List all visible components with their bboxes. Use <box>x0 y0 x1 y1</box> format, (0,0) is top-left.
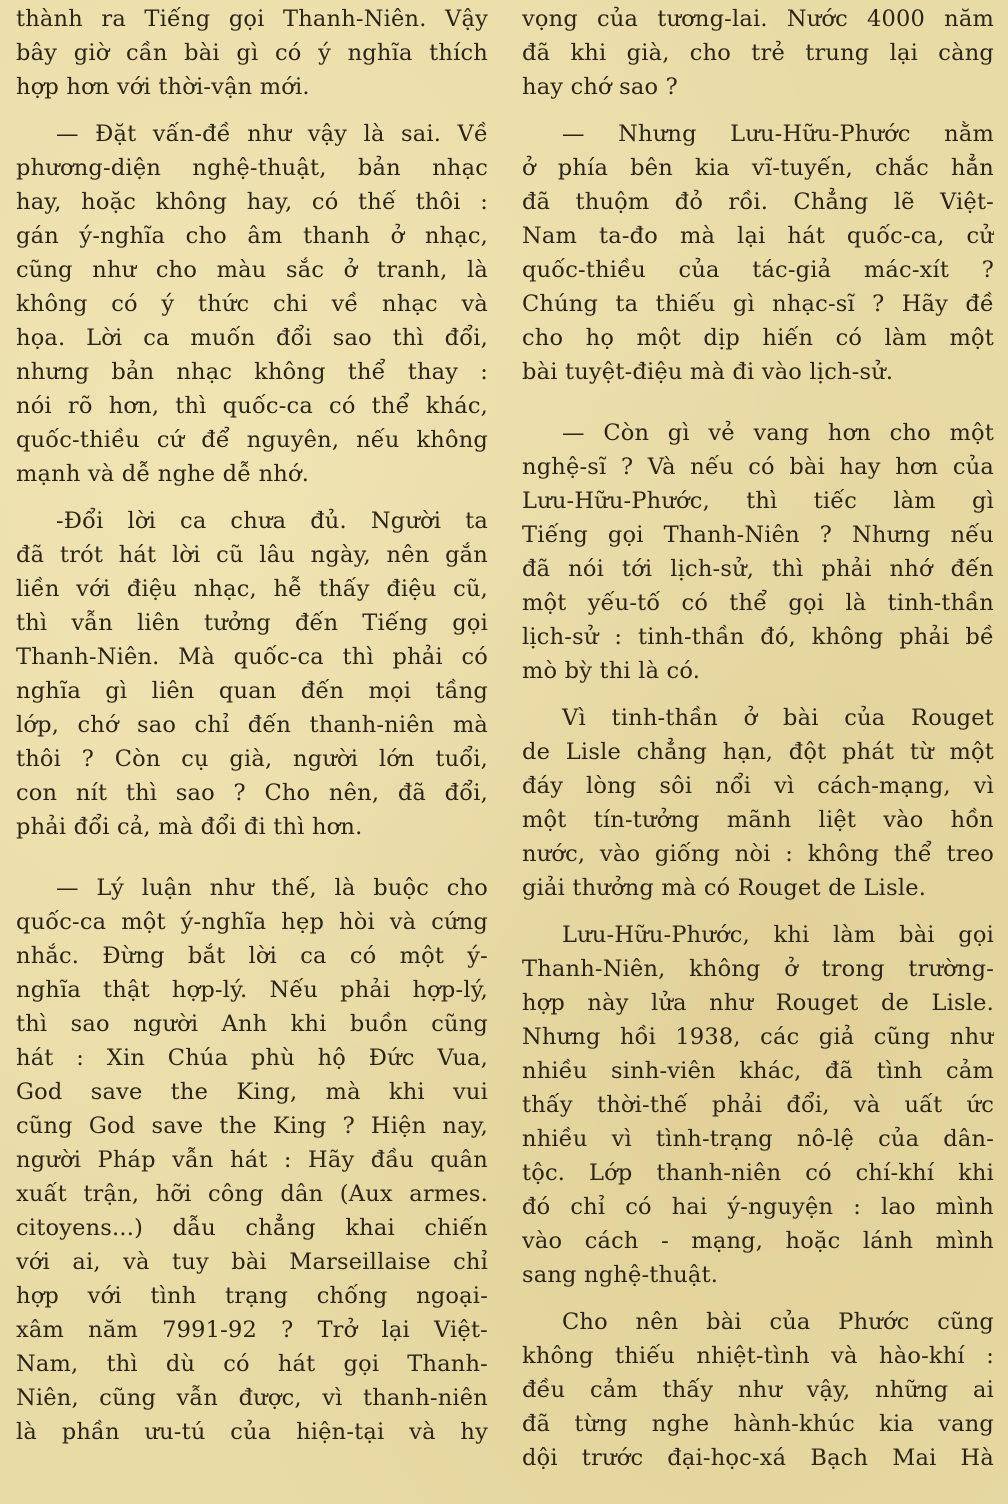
right-paragraph-4 <box>522 701 994 905</box>
text-line: xuất trận, hỡi công dân (Aux armes. <box>16 1181 488 1207</box>
text-line: người Pháp vẫn hát : Hãy đầu quân <box>16 1147 488 1173</box>
text-line: vào cách - mạng, hoặc lánh mình <box>522 1228 994 1254</box>
text-line: thấy thời-thế phải đổi, và uất ức <box>522 1092 994 1118</box>
right-paragraph-5 <box>522 918 994 1292</box>
text-line: cho họ một dịp hiến có làm một <box>522 325 994 351</box>
text-line: Cho nên bài của Phước cũng <box>562 1309 994 1335</box>
text-line: cũng như cho màu sắc ở tranh, là <box>16 257 488 283</box>
text-line: nhiều sinh-viên khác, đã tình cảm <box>522 1058 994 1084</box>
text-line: vọng của tương-lai. Nước 4000 năm <box>522 6 994 32</box>
text-line: đã thuộm đỏ rồi. Chẳng lẽ Việt- <box>522 189 994 215</box>
left-paragraph-2 <box>16 117 488 491</box>
text-line: nhưng bản nhạc không thể thay : <box>16 359 488 385</box>
text-line: lớp, chớ sao chỉ đến thanh-niên mà <box>16 712 488 738</box>
text-line: quốc-ca một ý-nghĩa hẹp hòi và cứng <box>16 909 488 935</box>
text-line: với ai, và tuy bài Marseillaise chỉ <box>16 1249 488 1275</box>
text-line: đáy lòng sôi nổi vì cách-mạng, vì <box>522 773 994 799</box>
text-line: Thanh-Niên. Mà quốc-ca thì phải có <box>16 644 488 670</box>
text-line: con nít thì sao ? Cho nên, đã đổi, <box>16 780 488 806</box>
left-column <box>16 0 488 1504</box>
text-line: Nam ta-đo mà lại hát quốc-ca, cử <box>522 223 994 249</box>
text-line: nghĩa thật hợp-lý. Nếu phải hợp-lý, <box>16 977 488 1003</box>
text-line: ở phía bên kia vĩ-tuyến, chắc hẳn <box>522 155 994 181</box>
text-line: đã nói tới lịch-sử, thì phải nhớ đến <box>522 556 994 582</box>
text-line: mạnh và dễ nghe dễ nhớ. <box>16 461 310 487</box>
text-line: thành ra Tiếng gọi Thanh-Niên. Vậy <box>16 6 488 32</box>
text-line: đã khi già, cho trẻ trung lại càng <box>522 40 994 66</box>
text-line: hát : Xin Chúa phù hộ Đức Vua, <box>16 1045 488 1071</box>
text-line: hay chớ sao ? <box>522 74 678 100</box>
text-line: nghệ-sĩ ? Và nếu có bài hay hơn của <box>522 454 994 480</box>
text-line: thôi ? Còn cụ già, người lớn tuổi, <box>16 746 488 772</box>
text-line: sang nghệ-thuật. <box>522 1262 719 1288</box>
text-line: quốc-thiều cứ để nguyên, nếu không <box>16 427 488 453</box>
text-line: xâm năm 7991-92 ? Trở lại Việt- <box>16 1317 488 1343</box>
text-line: — Còn gì vẻ vang hơn cho một <box>562 420 994 446</box>
text-line: phải đổi cả, mà đổi đi thì hơn. <box>16 814 363 840</box>
text-line: nhắc. Đừng bắt lời ca có một ý- <box>16 943 488 969</box>
text-line: liền với điệu nhạc, hễ thấy điệu cũ, <box>16 576 488 602</box>
text-line: đều cảm thấy như vậy, những ai <box>522 1377 994 1403</box>
right-paragraph-2 <box>522 117 994 389</box>
text-line: bây giờ cần bài gì có ý nghĩa thích <box>16 40 488 66</box>
text-line: bài tuyệt-điệu mà đi vào lịch-sử. <box>522 359 894 385</box>
text-line: đó chỉ có hai ý-nguyện : lao mình <box>522 1194 994 1220</box>
right-paragraph-1 <box>522 2 994 104</box>
text-line: nước, vào giống nòi : không thể treo <box>522 841 994 867</box>
text-line: hay, hoặc không hay, có thế thôi : <box>16 189 488 215</box>
text-line: hợp này lửa như Rouget de Lisle. <box>522 990 994 1016</box>
text-line: Nhưng hồi 1938, các giả cũng như <box>522 1024 994 1050</box>
text-line: -Đổi lời ca chưa đủ. Người ta <box>56 508 488 534</box>
right-paragraph-3 <box>522 416 994 688</box>
text-line: dội trước đại-học-xá Bạch Mai Hà <box>522 1445 994 1471</box>
text-line: Niên, cũng vẫn được, vì thanh-niên <box>16 1385 488 1411</box>
text-line: hợp với tình trạng chống ngoại- <box>16 1283 488 1309</box>
left-paragraph-1 <box>16 2 488 104</box>
text-line: thì sao người Anh khi buồn cũng <box>16 1011 488 1037</box>
text-line: Lưu-Hữu-Phước, thì tiếc làm gì <box>522 488 994 514</box>
text-line: — Lý luận như thế, là buộc cho <box>56 875 488 901</box>
text-line: Tiếng gọi Thanh-Niên ? Nhưng nếu <box>522 522 994 548</box>
text-line: nói rõ hơn, thì quốc-ca có thể khác, <box>16 393 488 419</box>
text-line: nhiều vì tình-trạng nô-lệ của dân- <box>522 1126 994 1152</box>
text-line: — Đặt vấn-đề như vậy là sai. Về <box>56 121 488 147</box>
text-line: họa. Lời ca muốn đổi sao thì đổi, <box>16 325 488 351</box>
text-line: là phần ưu-tú của hiện-tại và hy <box>16 1419 488 1445</box>
text-line: Lưu-Hữu-Phước, khi làm bài gọi <box>562 922 994 948</box>
text-line: tộc. Lớp thanh-niên có chí-khí khi <box>522 1160 994 1186</box>
text-line: Nam, thì dù có hát gọi Thanh- <box>16 1351 488 1377</box>
text-line: một tín-tưởng mãnh liệt vào hồn <box>522 807 994 833</box>
text-line: đã từng nghe hành-khúc kia vang <box>522 1411 994 1437</box>
text-line: không có ý thức chi về nhạc và <box>16 291 488 317</box>
text-line: mò bỳ thi là có. <box>522 658 701 684</box>
right-column <box>522 0 994 1504</box>
text-line: Thanh-Niên, không ở trong trường- <box>522 956 994 982</box>
right-paragraph-6 <box>522 1305 994 1475</box>
text-line: giải thưởng mà có Rouget de Lisle. <box>522 875 927 901</box>
text-line: cũng God save the King ? Hiện nay, <box>16 1113 488 1139</box>
text-line: quốc-thiều của tác-giả mác-xít ? <box>522 257 994 283</box>
text-line: de Lisle chẳng hạn, đột phát từ một <box>522 739 994 765</box>
text-line: God save the King, mà khi vui <box>16 1079 488 1105</box>
text-line: một yếu-tố có thể gọi là tinh-thần <box>522 590 994 616</box>
text-line: không thiếu nhiệt-tình và hào-khí : <box>522 1343 994 1369</box>
text-line: Vì tinh-thần ở bài của Rouget <box>562 705 994 731</box>
text-line: citoyens...) dẫu chẳng khai chiến <box>16 1215 488 1241</box>
text-line: lịch-sử : tinh-thần đó, không phải bề <box>522 624 994 650</box>
text-line: — Nhưng Lưu-Hữu-Phước nằm <box>562 121 994 147</box>
text-line: hợp hơn với thời-vận mới. <box>16 74 310 100</box>
text-line: Chúng ta thiếu gì nhạc-sĩ ? Hãy đề <box>522 291 994 317</box>
text-line: gán ý-nghĩa cho âm thanh ở nhạc, <box>16 223 488 249</box>
text-line: phương-diện nghệ-thuật, bản nhạc <box>16 155 488 181</box>
text-line: nghĩa gì liên quan đến mọi tầng <box>16 678 488 704</box>
text-line: thì vẫn liên tưởng đến Tiếng gọi <box>16 610 488 636</box>
text-line: đã trót hát lời cũ lâu ngày, nên gắn <box>16 542 488 568</box>
left-paragraph-4 <box>16 871 488 1449</box>
left-paragraph-3 <box>16 504 488 844</box>
